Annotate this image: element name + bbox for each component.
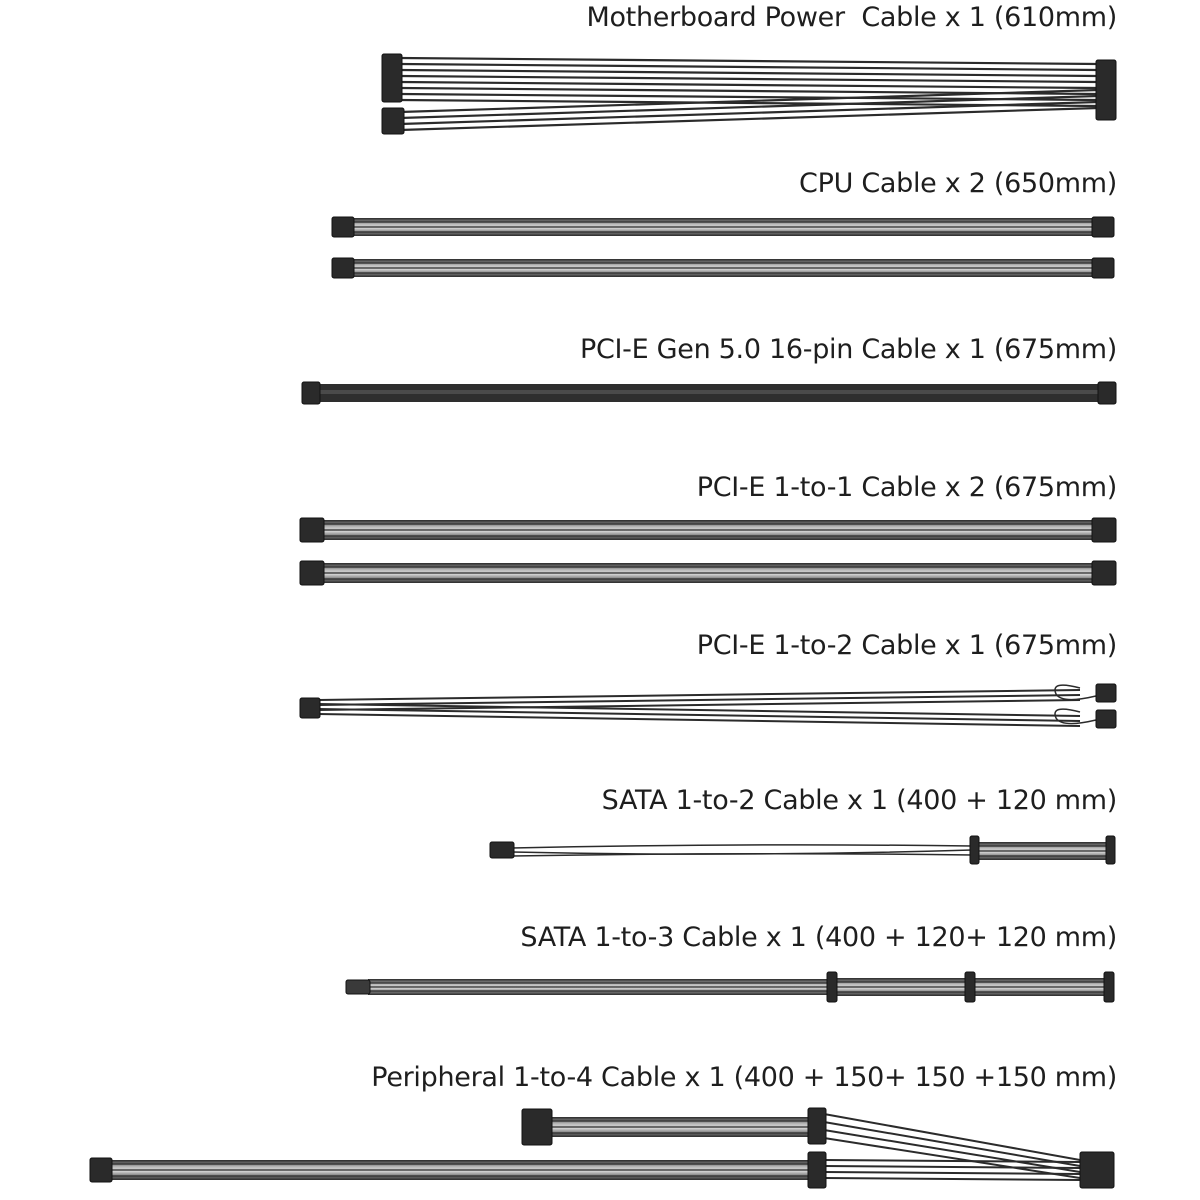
motherboard-cable [382,54,1116,134]
cpu-cable-2 [332,258,1114,278]
mb-24pin-connector-left [382,54,402,102]
pcie-gen5-cable-label: PCI-E Gen 5.0 16-pin Cable x 1 (675mm) [579,334,1117,365]
sata-1to2-cable [490,836,1115,864]
sata-1to3-cable [346,972,1114,1002]
cpu-connector-left [332,258,354,278]
pcie-1to2-connector-left [300,698,320,718]
pcie-connector-left [300,561,324,585]
sata-1to3-cable-label: SATA 1-to-3 Cable x 1 (400 + 120+ 120 mm) [520,922,1117,953]
motherboard-cable-label: Motherboard Power Cable x 1 (610mm) [586,2,1117,33]
peripheral-connector-right [1080,1152,1114,1188]
pcie-connector-right [1092,561,1116,585]
peripheral-1to4-cable [90,1108,1114,1188]
sata-1to3-connector-2 [965,972,975,1002]
pcie-1to1-cable-2 [300,561,1116,585]
cpu-connector-right [1092,217,1114,237]
pcie-1to2-cable-label: PCI-E 1-to-2 Cable x 1 (675mm) [696,630,1117,661]
peripheral-connector-top-mid [808,1108,826,1144]
pcie-1to2-connector-right-top [1096,684,1116,702]
mb-connector-right [1096,60,1116,120]
cpu-connector-left [332,217,354,237]
pcie-1to2-connector-right-bottom [1096,710,1116,728]
pcie-1to1-cable-label: PCI-E 1-to-1 Cable x 2 (675mm) [696,472,1117,503]
sata-1to2-connector-end [1106,836,1115,864]
cpu-connector-right [1092,258,1114,278]
sata-1to3-connector-left [346,980,370,994]
cpu-cable-label: CPU Cable x 2 (650mm) [799,168,1117,199]
pcie-connector-right [1092,518,1116,542]
sata-1to3-connector-1 [827,972,837,1002]
peripheral-connector-left [90,1158,112,1182]
peripheral-connector-top-left [522,1109,552,1145]
pcie-1to2-cable [300,684,1116,728]
sata-1to2-cable-label: SATA 1-to-2 Cable x 1 (400 + 120 mm) [601,785,1117,816]
pcie-1to1-cable-1 [300,518,1116,542]
cpu-cable-1 [332,217,1114,237]
mb-4pin-connector-left [382,108,404,134]
pcie-gen5-connector-right [1098,382,1116,404]
sata-1to2-connector-left [490,842,514,858]
peripheral-connector-bottom-mid [808,1152,826,1188]
pcie-gen5-connector-left [302,382,320,404]
sata-1to2-connector-mid [970,836,979,864]
sata-1to3-connector-3 [1104,972,1114,1002]
pcie-gen5-cable [302,382,1116,404]
peripheral-1to4-cable-label: Peripheral 1-to-4 Cable x 1 (400 + 150+ 150 +150 mm) [371,1062,1117,1093]
pcie-connector-left [300,518,324,542]
